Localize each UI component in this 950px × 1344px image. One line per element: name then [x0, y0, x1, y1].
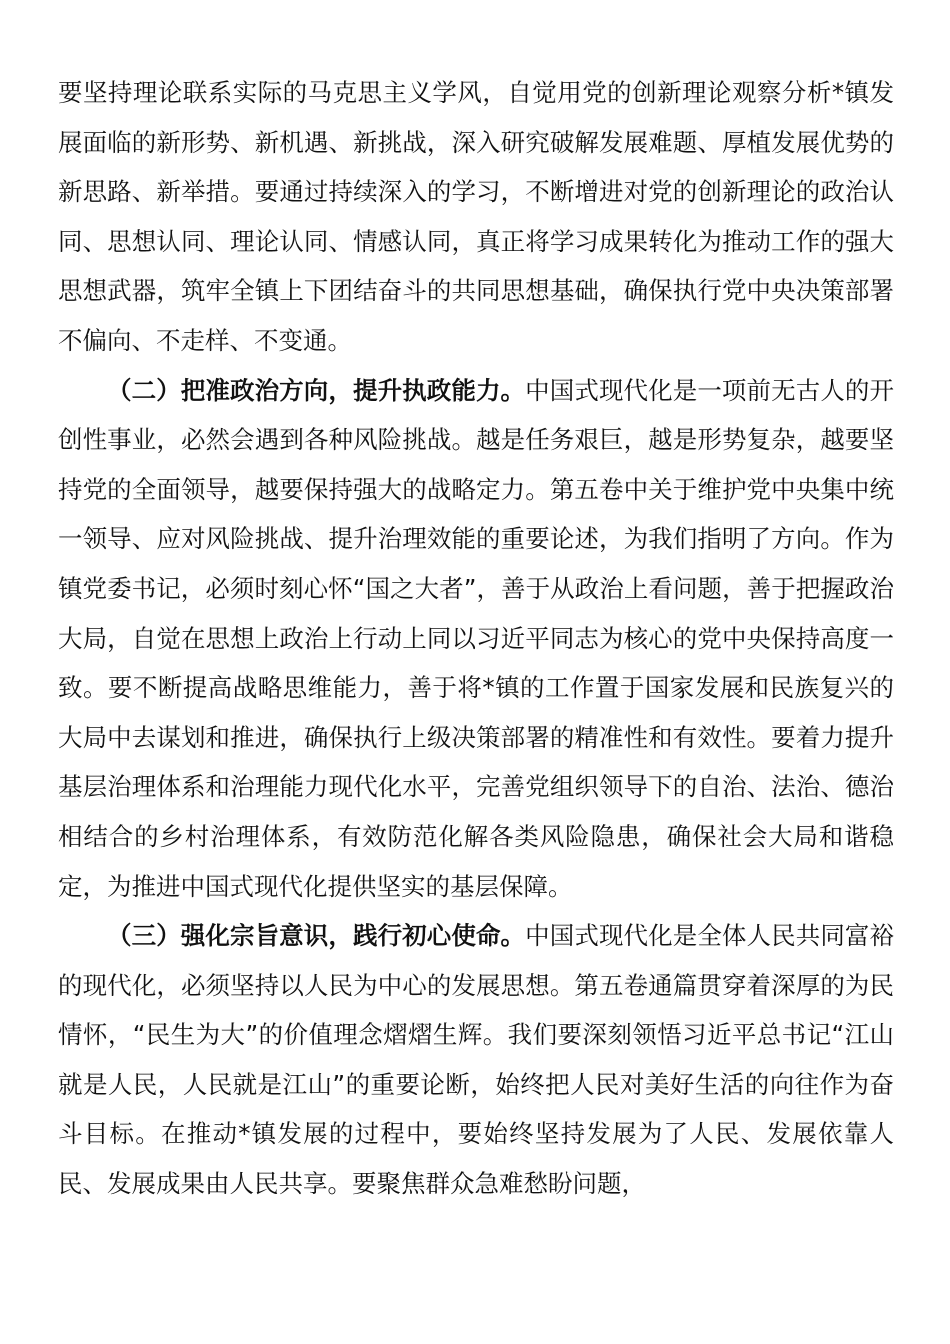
paragraph-3: [58, 911, 894, 1209]
paragraph-2-text: 中国式现代化是一项前无古人的开创性事业，必然会遇到各种风险挑战。越是任务艰巨，越是形势复杂，越要坚持党的全面领导，越要保持强大的战略定力。第五卷中关于维护党中央集中统一领导、应对风险挑战、提升治理效能的重要论述，为我们指明了方向。作为镇党委书记，必须时刻心怀“国之大者”，善于从政治上看问题，善于把握政治大局，自觉在思想上政治上行动上同以习近平同志为核心的党中央保持高度一致。要不断提高战略思维能力，善于将*镇的工作置于国家发展和民族复兴的大局中去谋划和推进，确保执行上级决策部署的精准性和有效性。要着力提升基层治理体系和治理能力现代化水平，完善党组织领导下的自治、法治、德治相结合的乡村治理体系，有效防范化解各类风险隐患，确保社会大局和谐稳定，为推进中国式现代化提供坚实的基层保障。: [58, 375, 895, 901]
paragraph-3-text: 中国式现代化是全体人民共同富裕的现代化，必须坚持以人民为中心的发展思想。第五卷通篇贯穿着深厚的为民情怀，“民生为大”的价值理念熠熠生辉。我们要深刻领悟习近平总书记“江山就是人民，人民就是江山”的重要论断，始终把人民对美好生活的向往作为奋斗目标。在推动*镇发展的过程中，要始终坚持发展为了人民、发展依靠人民、发展成果由人民共享。要聚焦群众急难愁盼问题，: [58, 921, 895, 1199]
section-2-heading: （二）把准政治方向，提升执政能力。: [107, 375, 526, 405]
section-3-heading: （三）强化宗旨意识，践行初心使命。: [107, 921, 526, 951]
paragraph-2: [58, 366, 894, 912]
document-body: [58, 68, 894, 1209]
paragraph-1: [58, 68, 894, 366]
paragraph-1-text: 要坚持理论联系实际的马克思主义学风，自觉用党的创新理论观察分析*镇发展面临的新形势、新机遇、新挑战，深入研究破解发展难题、厚植发展优势的新思路、新举措。要通过持续深入的学习，不断增进对党的创新理论的政治认同、思想认同、理论认同、情感认同，真正将学习成果转化为推动工作的强大思想武器，筑牢全镇上下团结奋斗的共同思想基础，确保执行党中央决策部署不偏向、不走样、不变通。: [58, 78, 894, 355]
